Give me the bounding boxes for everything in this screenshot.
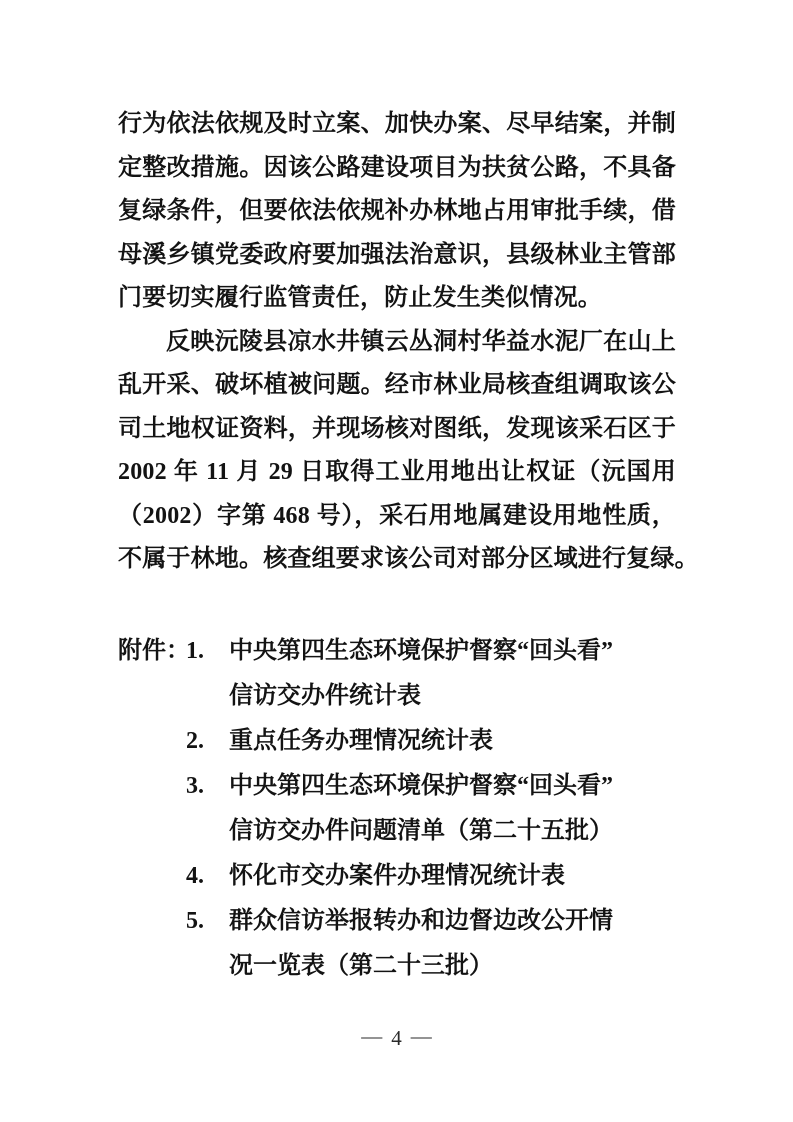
page-number-left-dash: — <box>361 1024 383 1048</box>
attachment-item-line: 信访交办件统计表 <box>229 683 421 709</box>
text-line: 母溪乡镇党委政府要加强法治意识，县级林业主管部 <box>118 241 676 268</box>
attachments-list <box>186 629 688 989</box>
attachment-item-number: 2. <box>186 728 204 754</box>
attachments-label: 附件： <box>118 638 190 664</box>
attachment-item <box>186 899 688 989</box>
paragraph-1 <box>118 103 676 321</box>
text-line: 门要切实履行监管责任，防止发生类似情况。 <box>118 285 602 311</box>
text-line: 不属于林地。核查组要求该公司对部分区域进行复绿。 <box>118 546 699 572</box>
attachment-item-line: 中央第四生态环境保护督察“回头看” <box>229 773 613 799</box>
attachment-item <box>186 854 688 899</box>
attachment-item-number: 4. <box>186 863 204 889</box>
attachment-item-line: 重点任务办理情况统计表 <box>229 728 493 754</box>
text-line: （2002）字第 468 号），采石用地属建设用地性质， <box>118 502 676 529</box>
paragraph-2 <box>118 321 699 582</box>
text-line: 反映沅陵县凉水井镇云丛洞村华益水泥厂在山上 <box>166 328 676 355</box>
text-line: 复绿条件，但要依法依规补办林地占用审批手续，借 <box>118 198 676 224</box>
text-line: 乱开采、破坏植被问题。经市林业局核查组调取该公 <box>118 372 676 398</box>
page-footer <box>0 1026 793 1051</box>
text-line: 定整改措施。因该公路建设项目为扶贫公路，不具备 <box>118 154 676 181</box>
attachments-section <box>118 629 688 989</box>
attachment-item-line: 中央第四生态环境保护督察“回头看” <box>229 638 613 664</box>
attachment-item-line: 怀化市交办案件办理情况统计表 <box>229 863 565 889</box>
attachment-item <box>186 629 688 719</box>
attachment-item-line: 群众信访举报转办和边督边改公开情 <box>229 908 613 934</box>
attachment-item-number: 3. <box>186 773 204 799</box>
page-number-right-dash: — <box>410 1024 432 1048</box>
footer-page-number: 4 <box>391 1026 402 1050</box>
text-line: 2002 年 11 月 29 日取得工业用地出让权证（沅国用 <box>118 459 676 485</box>
attachment-item-number: 1. <box>186 638 204 664</box>
attachment-item-line: 信访交办件问题清单（第二十五批） <box>229 818 613 844</box>
text-line: 行为依法依规及时立案、加快办案、尽早结案，并制 <box>118 111 676 137</box>
attachment-item-line: 况一览表（第二十三批） <box>229 953 493 979</box>
attachment-item <box>186 764 688 854</box>
attachment-item-number: 5. <box>186 908 204 934</box>
text-line: 司土地权证资料，并现场核对图纸，发现该采石区于 <box>118 415 676 442</box>
body-text <box>118 103 699 582</box>
attachment-item <box>186 719 688 764</box>
